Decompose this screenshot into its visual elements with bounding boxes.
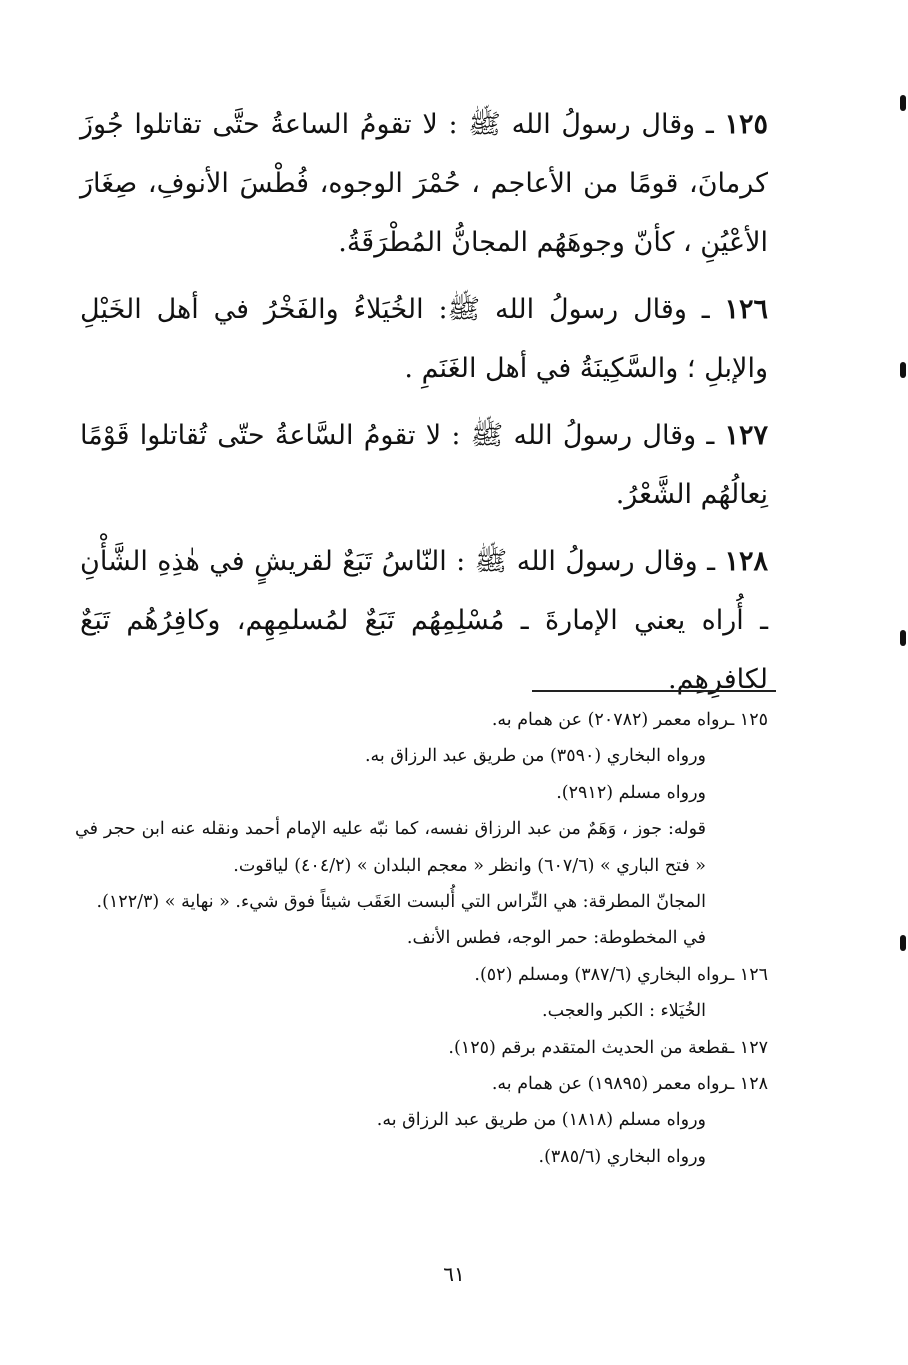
hadith-text: ـ وقال رسولُ الله ﷺ: الخُيَلاءُ والفَخْرُ في أهل الخَيْلِ والإبلِ ؛ والسَّكِينَةُ في أهل الغَنَمِ . (80, 294, 768, 384)
hadith-127 (80, 406, 768, 524)
footnote-line: في المخطوطة: حمر الوجه، فطس الأنف. (406, 928, 706, 949)
hadith-number: ١٢٥ (724, 109, 768, 140)
footnote-line: الخُيَلاء : الكبر والعجب. (542, 1001, 706, 1022)
hadith-number: ١٢٨ (724, 546, 768, 577)
hadith-126 (80, 280, 768, 398)
footnote-line: قوله: جوز ، وَهَمٌ من عبد الرزاق نفسه، كما نبّه عليه الإمام أحمد ونقله عنه ابن حجر في « فتح الباري » (٦٠٧/٦) وانظر « معجم البلدان » (٤٠٤/٢) لياقوت. (75, 819, 706, 876)
scan-edge-mark (900, 362, 906, 378)
hadith-number: ١٢٧ (724, 420, 768, 451)
footnote-line: ١٢٥ ـرواه معمر (٢٠٧٨٢) عن همام به. (491, 710, 768, 730)
footnote-line: ١٢٦ ـرواه البخاري (٣٨٧/٦) ومسلم (٥٢). (474, 964, 768, 985)
scan-edge-mark (900, 630, 906, 646)
scan-edge-mark (900, 935, 906, 951)
footnote-line: ١٢٨ ـرواه معمر (١٩٨٩٥) عن همام به. (491, 1074, 768, 1095)
page-number: ٦١ (443, 1262, 465, 1286)
footnote-separator (532, 690, 776, 692)
footnote-line: ورواه مسلم (١٨١٨) من طريق عبد الرزاق به. (376, 1110, 706, 1131)
hadith-text: ـ وقال رسولُ الله ﷺ : لا تقومُ الساعةُ حتَّى تقاتلوا جُوزَ كرمانَ، قومًا من الأعاجم ، حُمْرَ الوجوه، فُطْسَ الأنوفِ، صِغَارَ الأعْيُنِ ، كأنّ وجوهَهُم المجانُّ المُطْرَقَةُ. (80, 109, 768, 258)
footnotes (75, 702, 768, 1175)
hadith-125 (80, 95, 768, 272)
hadith-text: ـ وقال رسولُ الله ﷺ : النّاسُ تَبَعٌ لقريشٍ في هٰذِهِ الشَّأْنِ ـ أُراه يعني الإمارةَ ـ مُسْلِمِهُم تَبَعٌ لمُسلمِهِم، وكافِرُهُم تَبَعٌ لكافرِهِم. (80, 546, 768, 695)
hadith-text: ـ وقال رسولُ الله ﷺ : لا تقومُ السَّاعةُ حتّى تُقاتلوا قَوْمًا نِعالُهُم الشَّعْرُ. (80, 420, 768, 510)
scan-edge-mark (900, 95, 906, 111)
footnote-line: المجانّ المطرقة: هي التِّراس التي أُلبست العَقَب شيئاً فوق شيء. « نهاية » (١٢٢/٣). (96, 892, 706, 913)
footnote-line: ١٢٧ ـقطعة من الحديث المتقدم برقم (١٢٥). (448, 1037, 768, 1058)
main-text (80, 95, 768, 717)
footnote-line: ورواه البخاري (٣٥٩٠) من طريق عبد الرزاق به. (364, 746, 706, 767)
footnote-line: ورواه البخاري (٣٨٥/٦). (538, 1146, 706, 1167)
footnote-line: ورواه مسلم (٢٩١٢). (556, 782, 706, 803)
hadith-number: ١٢٦ (724, 294, 768, 325)
hadith-128 (80, 532, 768, 709)
